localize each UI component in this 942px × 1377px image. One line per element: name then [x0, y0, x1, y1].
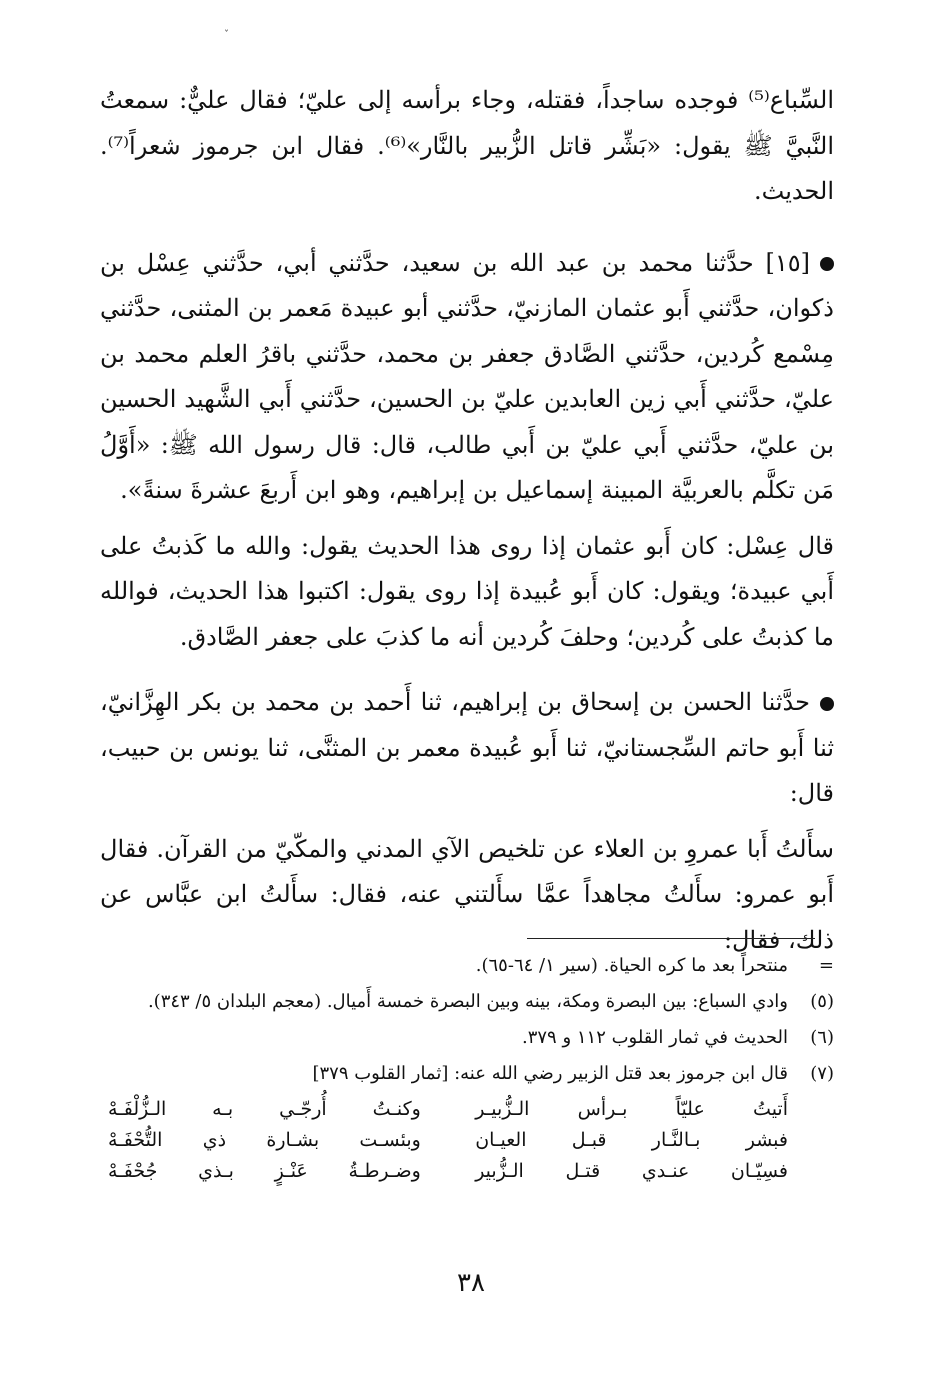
footnote-text: الحديث في ثمار القلوب ١١٢ و ٣٧٩.: [521, 1027, 788, 1048]
paragraph-5: سأَلتُ أَبا عمروِ بن العلاء عن تلخيص الآي المدني والمكّيّ من القرآن. فقال أَبو عمرو: سأَلتُ مجاهداً عمَّا سأَلتني عنه، فقال: سأَلتُ ابن عبَّاس عن ذلك، فقال:: [100, 834, 834, 954]
poem-hemistich: فبشر بـالنَّـار قبـل العيـان: [475, 1129, 788, 1151]
main-text: [100, 78, 834, 963]
poem-verse: [108, 1094, 788, 1125]
poem-verse: [108, 1125, 788, 1156]
footnote-text: منتحراً بعد ما كره الحياة. (سير ١/ ٦٤-٦٥).: [475, 955, 788, 976]
footnote-number: (٥): [810, 991, 834, 1012]
footnote-number: (٦): [810, 1027, 834, 1048]
paragraph-2-text: [١٥] حدَّثنا محمد بن عبد الله بن سعيد، حدَّثني أبي، حدَّثني عِسْل بن ذكوان، حدَّثني أَبو عثمان المازنيّ، حدَّثني أبو عبيدة مَعمر بن المثنى، حدَّثني مِسْمع كُردين، حدَّثني الصَّادق جعفر بن محمد، حدَّثني باقرُ العلم محمد بن عليّ، حدَّثني أَبي زين العابدين عليّ بن الحسين، حدَّثني أَبي الشَّهيد الحسين بن عليّ، حدَّثني أَبي عليّ بن أَبي طالب، قال: قال رسول الله ﷺ: «أَوَّلُ مَن تكلَّم بالعربيَّة المبينة إسماعيل بن إبراهيم، وهو ابن أَربعَ عشرةَ سنةً».: [100, 248, 834, 504]
poem-hemistich: وكنـتُ أُرجّـي بـه الـزُّلْفَـهْ: [108, 1098, 421, 1120]
poem: [108, 1094, 834, 1187]
footnote-number: =: [818, 955, 834, 976]
bullet-icon: [820, 257, 834, 271]
page-number: ٣٨: [457, 1268, 485, 1298]
footnote-item: [108, 1058, 834, 1090]
poem-hemistich: وبئسـت بشـارة ذي التُّحْفَـهْ: [108, 1129, 421, 1151]
paragraph-4: [100, 680, 834, 817]
paragraph-1: السِّباع⁽⁵⁾ فوجده ساجداً، فقتله، وجاء برأسه إلى عليّ؛ فقال عليٌّ: سمعتُ النَّبيَّ ﷺ يقول: «بَشِّر قاتل الزُّبير بالنَّار»⁽⁶⁾. فقال ابن جرموز شعراً⁽⁷⁾. الحديث.: [100, 86, 834, 205]
poem-hemistich: أَتيتُ عليّاً بـرأس الـزُّبيـر: [475, 1098, 788, 1120]
footnote-item: [108, 1022, 834, 1054]
footnote-item: [108, 950, 834, 982]
footnotes: [108, 950, 834, 1187]
footnote-item: [108, 986, 834, 1018]
poem-hemistich: فسِيّـان عنـدي قتـل الـزُّبير: [475, 1160, 788, 1182]
paragraph-3: قال عِسْل: كان أَبو عثمان إذا روى هذا الحديث يقول: والله ما كَذبتُ على أَبي عبيدة؛ ويقول: كان أَبو عُبيدة إذا روى يقول: اكتبوا هذا الحديث، فوالله ما كذبتُ على كُردين؛ وحلفَ كُردين أنه ما كذبَ على جعفر الصَّادق.: [100, 531, 834, 651]
poem-verse: [108, 1156, 788, 1187]
footnote-divider: [527, 938, 815, 939]
bullet-icon: [820, 697, 834, 711]
footnote-text: قال ابن جرموز بعد قتل الزبير رضي الله عنه: [ثمار القلوب ٣٧٩]: [312, 1063, 788, 1084]
footnote-text: وادي السباع: بين البصرة ومكة، بينه وبين البصرة خمسة أَميال. (معجم البلدان ٥/ ٣٤٣).: [147, 991, 788, 1012]
top-mark: ˇ: [224, 30, 229, 41]
footnote-number: (٧): [810, 1063, 834, 1084]
paragraph-4-text: حدَّثنا الحسن بن إسحاق بن إبراهيم، ثنا أَحمد بن محمد بن بكر الهِزَّانيّ، ثنا أَبو حاتم السِّجستانيّ، ثنا أَبو عُبيدة معمر بن المثنَّى، ثنا يونس بن حبيب، قال:: [100, 688, 834, 807]
paragraph-2: [100, 241, 834, 514]
poem-hemistich: وضـرطـةُ عَنْـزٍ بـذي جُحْفَـهْ: [108, 1160, 421, 1182]
